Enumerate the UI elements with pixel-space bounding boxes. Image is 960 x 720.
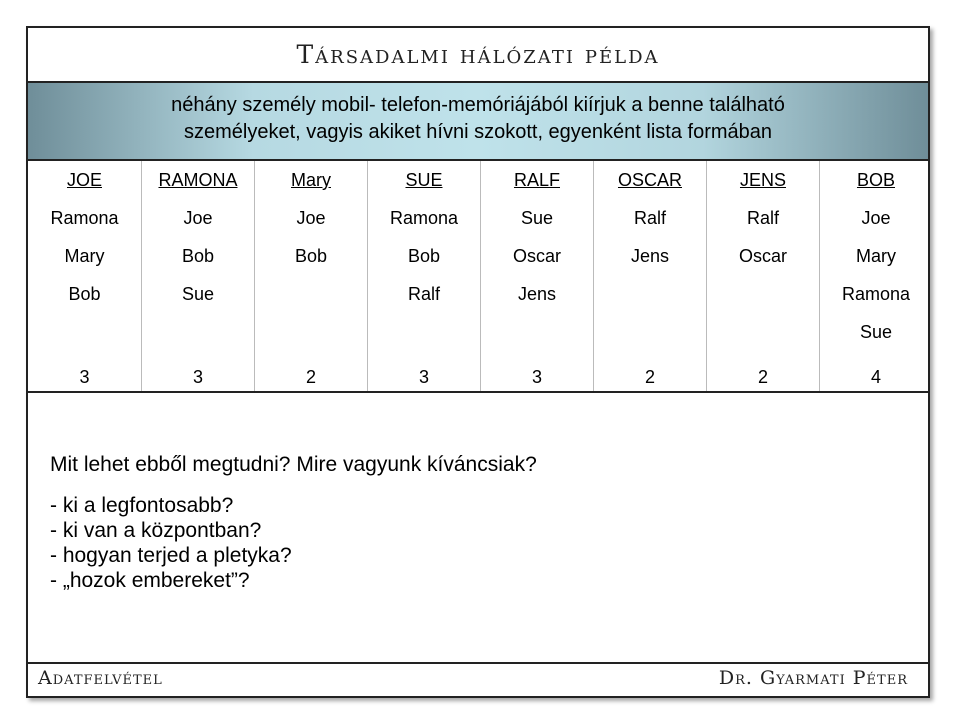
contact-cell: Sue — [859, 322, 893, 342]
contact-cell: Ralf — [746, 208, 779, 228]
column-header: BOB — [856, 170, 895, 190]
contact-cell: Bob — [407, 246, 441, 266]
intro-line-1: néhány személy mobil- telefon-memóriájából kiírjuk a benne található — [171, 94, 785, 116]
column-header: SUE — [405, 170, 443, 190]
contact-count: 2 — [644, 367, 655, 387]
contact-count: 2 — [305, 367, 316, 387]
intro-band — [28, 81, 928, 161]
column-header: RALF — [513, 170, 560, 190]
column-ramona — [141, 161, 254, 391]
question-item: - hogyan terjed a pletyka? — [50, 544, 292, 567]
contact-cell: Sue — [181, 284, 215, 304]
question-item: - „hozok embereket”? — [50, 569, 250, 592]
column-header: OSCAR — [617, 170, 682, 190]
question-intro: Mit lehet ebből megtudni? Mire vagyunk kíváncsiak? — [50, 453, 537, 476]
slide-frame — [26, 26, 930, 698]
contact-count: 3 — [531, 367, 542, 387]
column-sue — [367, 161, 480, 391]
contact-count: 2 — [757, 367, 768, 387]
contact-cell: Bob — [68, 284, 101, 304]
contact-count: 3 — [192, 367, 203, 387]
contact-cell: Jens — [517, 284, 557, 304]
column-jens — [706, 161, 819, 391]
column-header: JENS — [739, 170, 786, 190]
slide-title: Társadalmi hálózati példa — [296, 40, 660, 69]
contact-cell: Sue — [520, 208, 554, 228]
column-joe — [28, 161, 141, 391]
footer-author: Dr. Gyarmati Péter — [718, 667, 908, 689]
contact-cell: Bob — [181, 246, 215, 266]
contact-cell: Mary — [64, 246, 105, 266]
column-mary — [254, 161, 367, 391]
column-ralf — [480, 161, 593, 391]
contact-cell: Ramona — [841, 284, 911, 304]
question-item: - ki van a központban? — [50, 519, 262, 542]
column-header: JOE — [66, 170, 102, 190]
contact-cell: Oscar — [512, 246, 561, 266]
questions-block — [50, 452, 537, 593]
contact-cell: Ralf — [633, 208, 666, 228]
contact-cell: Ralf — [407, 284, 440, 304]
contact-count: 3 — [79, 367, 90, 387]
contact-table — [28, 161, 928, 393]
contact-count: 3 — [418, 367, 429, 387]
contact-cell: Oscar — [738, 246, 787, 266]
contact-cell: Ramona — [389, 208, 459, 228]
column-header: RAMONA — [158, 170, 238, 190]
contact-cell: Jens — [630, 246, 670, 266]
contact-cell: Joe — [183, 208, 213, 228]
column-bob — [819, 161, 932, 391]
contact-cell: Joe — [861, 208, 891, 228]
footer-section-label: Adatfelvétel — [38, 667, 163, 689]
intro-line-2: személyeket, vagyis akiket hívni szokott, egyenként lista formában — [183, 121, 773, 143]
question-item: - ki a legfontosabb? — [50, 494, 234, 517]
contact-cell: Mary — [856, 246, 896, 266]
contact-cell: Joe — [296, 208, 326, 228]
column-oscar — [593, 161, 706, 391]
contact-cell: Ramona — [50, 208, 119, 228]
column-header: Mary — [291, 170, 331, 190]
contact-count: 4 — [870, 367, 881, 387]
contact-cell: Bob — [294, 246, 328, 266]
slide-footer — [28, 662, 928, 698]
